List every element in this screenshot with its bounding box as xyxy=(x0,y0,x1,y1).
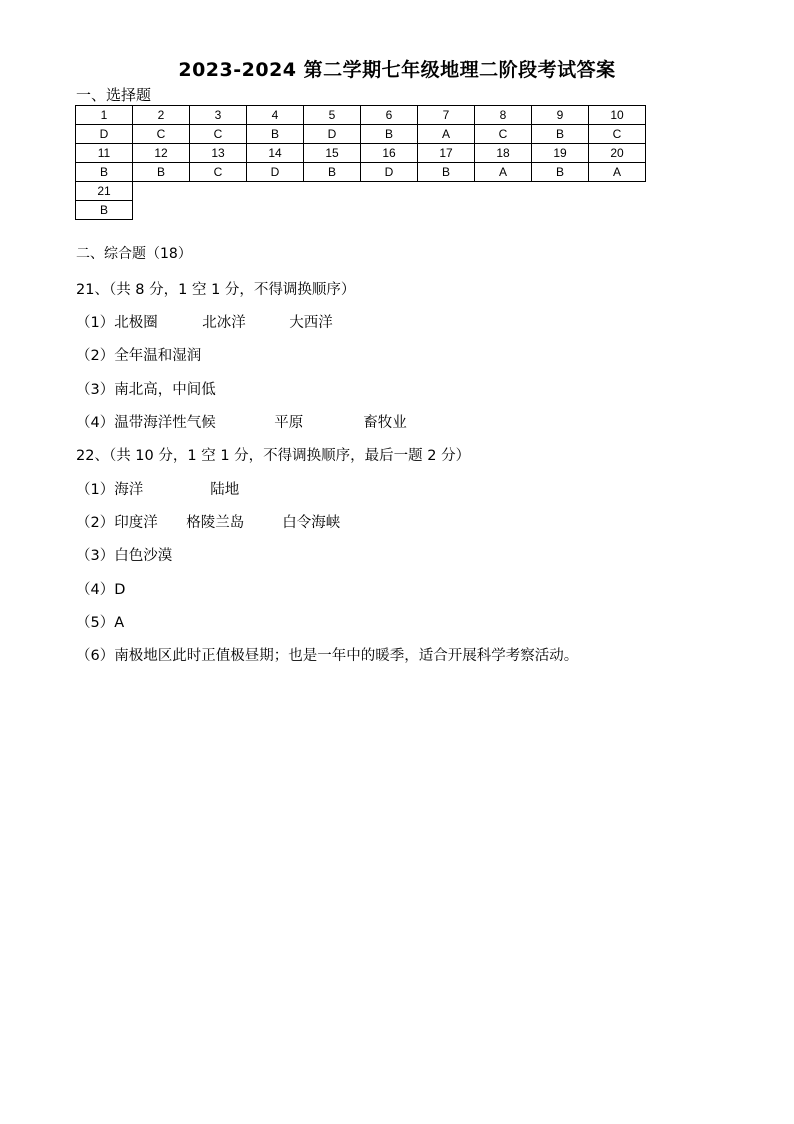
table-empty-cell xyxy=(589,182,646,201)
table-cell: 15 xyxy=(304,144,361,163)
table-empty-cell xyxy=(247,182,304,201)
table-cell: 1 xyxy=(76,106,133,125)
table-empty-cell xyxy=(247,201,304,220)
q22-a3-label: （3） xyxy=(76,548,115,564)
table-cell: D xyxy=(247,163,304,182)
table-empty-cell xyxy=(475,201,532,220)
q21-answer-3 xyxy=(76,378,216,399)
table-empty-cell xyxy=(589,201,646,220)
page-title: 2023-2024 第二学期七年级地理二阶段考试答案 xyxy=(178,59,616,81)
table-cell: B xyxy=(247,125,304,144)
table-row xyxy=(76,201,646,220)
table-row xyxy=(76,144,646,163)
q22-a5-label: （5） xyxy=(76,615,115,631)
q22-a2-label: （2） xyxy=(76,515,115,531)
q21-a4-blank-2: 平原 xyxy=(274,415,304,431)
table-empty-cell xyxy=(532,182,589,201)
table-cell: 3 xyxy=(190,106,247,125)
table-cell: A xyxy=(418,125,475,144)
table-cell: 17 xyxy=(418,144,475,163)
table-empty-cell xyxy=(361,182,418,201)
table-cell: 8 xyxy=(475,106,532,125)
q22-answer-6 xyxy=(76,644,578,665)
table-cell: C xyxy=(133,125,190,144)
table-empty-cell xyxy=(190,182,247,201)
q21-a1-blank-3: 大西洋 xyxy=(289,315,333,331)
q21-a4-label: （4） xyxy=(76,415,115,431)
table-cell: 10 xyxy=(589,106,646,125)
table-cell: A xyxy=(589,163,646,182)
table-row xyxy=(76,125,646,144)
table-cell: B xyxy=(133,163,190,182)
q21-a2: 全年温和湿润 xyxy=(114,348,202,364)
q22-answer-4 xyxy=(76,578,125,599)
table-cell: D xyxy=(304,125,361,144)
section2-heading: 二、综合题（18） xyxy=(76,246,192,262)
table-row xyxy=(76,106,646,125)
q22-a1-blank-2: 陆地 xyxy=(210,482,240,498)
table-cell: 7 xyxy=(418,106,475,125)
table-cell: A xyxy=(475,163,532,182)
q22-a1-label: （1） xyxy=(76,482,115,498)
table-cell: 9 xyxy=(532,106,589,125)
table-empty-cell xyxy=(418,182,475,201)
q21-a1-blank-2: 北冰洋 xyxy=(202,315,246,331)
table-cell: B xyxy=(76,201,133,220)
table-cell: B xyxy=(418,163,475,182)
table-row xyxy=(76,182,646,201)
table-empty-cell xyxy=(475,182,532,201)
q22-a4: D xyxy=(114,582,126,598)
q22-a5: A xyxy=(114,615,125,631)
q21-answer-4 xyxy=(76,411,407,432)
table-cell: C xyxy=(190,125,247,144)
table-empty-cell xyxy=(133,182,190,201)
q22-answer-3 xyxy=(76,544,172,565)
q21-a4-blank-3: 畜牧业 xyxy=(363,415,407,431)
table-cell: B xyxy=(76,163,133,182)
section1-heading: 一、选择题 xyxy=(76,86,152,104)
table-cell: 19 xyxy=(532,144,589,163)
table-empty-cell xyxy=(304,201,361,220)
table-cell: C xyxy=(589,125,646,144)
table-cell: 21 xyxy=(76,182,133,201)
table-cell: 6 xyxy=(361,106,418,125)
table-cell: C xyxy=(190,163,247,182)
q21-a1-blank-1: 北极圈 xyxy=(114,315,158,331)
table-cell: 11 xyxy=(76,144,133,163)
q21-a4-blank-1: 温带海洋性气候 xyxy=(114,415,216,431)
q21-a1-label: （1） xyxy=(76,315,115,331)
answer-table xyxy=(75,105,646,220)
q21-heading: 21、（共 8 分，1 空 1 分，不得调换顺序） xyxy=(76,282,356,298)
table-cell: 2 xyxy=(133,106,190,125)
table-cell: B xyxy=(532,125,589,144)
q22-a6-label: （6） xyxy=(76,648,115,664)
table-cell: B xyxy=(361,125,418,144)
table-cell: C xyxy=(475,125,532,144)
q22-answer-1 xyxy=(76,478,239,499)
table-empty-cell xyxy=(418,201,475,220)
table-cell: D xyxy=(361,163,418,182)
q21-a3-label: （3） xyxy=(76,382,115,398)
table-cell: 5 xyxy=(304,106,361,125)
table-cell: 20 xyxy=(589,144,646,163)
table-row xyxy=(76,163,646,182)
table-cell: 18 xyxy=(475,144,532,163)
table-empty-cell xyxy=(190,201,247,220)
q21-a2-label: （2） xyxy=(76,348,115,364)
q22-a1-blank-1: 海洋 xyxy=(114,482,144,498)
q22-a2-blank-1: 印度洋 xyxy=(114,515,158,531)
table-cell: B xyxy=(532,163,589,182)
table-cell: 12 xyxy=(133,144,190,163)
table-empty-cell xyxy=(304,182,361,201)
table-cell: B xyxy=(304,163,361,182)
q21-answer-2 xyxy=(76,344,201,365)
q22-a2-blank-3: 白令海峡 xyxy=(282,515,341,531)
table-empty-cell xyxy=(361,201,418,220)
table-cell: D xyxy=(76,125,133,144)
table-cell: 13 xyxy=(190,144,247,163)
q22-a6: 南极地区此时正值极昼期；也是一年中的暖季，适合开展科学考察活动。 xyxy=(114,648,579,664)
q22-heading: 22、（共 10 分，1 空 1 分，不得调换顺序，最后一题 2 分） xyxy=(76,448,471,464)
q21-a3: 南北高，中间低 xyxy=(114,382,216,398)
q22-answer-2 xyxy=(76,511,340,532)
q22-a4-label: （4） xyxy=(76,582,115,598)
table-empty-cell xyxy=(133,201,190,220)
table-cell: 4 xyxy=(247,106,304,125)
q21-answer-1 xyxy=(76,311,333,332)
q22-answer-5 xyxy=(76,611,124,632)
table-cell: 16 xyxy=(361,144,418,163)
q22-a3: 白色沙漠 xyxy=(114,548,173,564)
table-cell: 14 xyxy=(247,144,304,163)
table-empty-cell xyxy=(532,201,589,220)
q22-a2-blank-2: 格陵兰岛 xyxy=(186,515,245,531)
